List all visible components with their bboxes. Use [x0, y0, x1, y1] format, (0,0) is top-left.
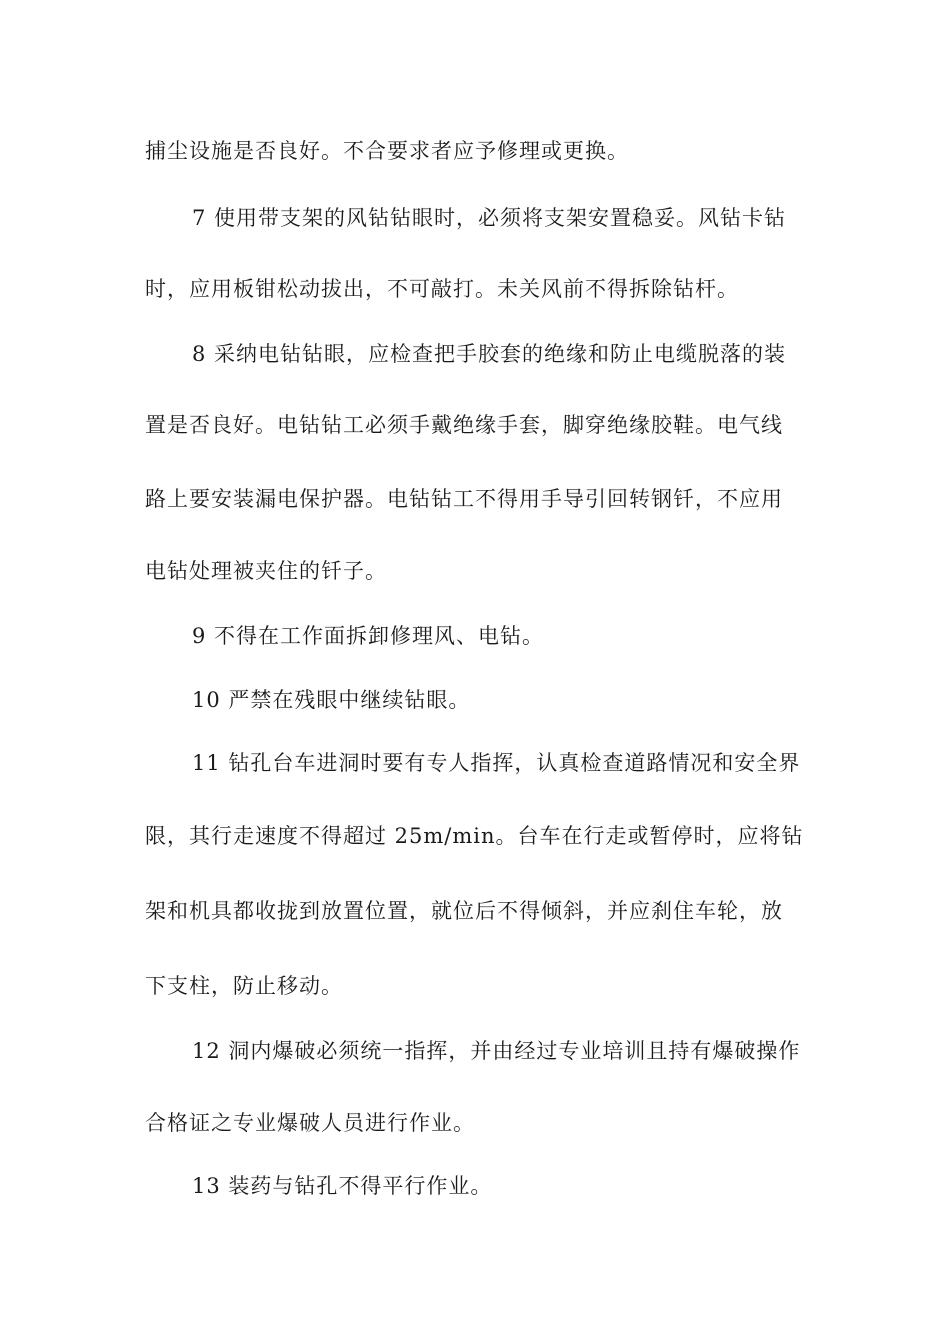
- text-line: 11 钻孔台车进洞时要有专人指挥，认真检查道路情况和安全界: [192, 751, 801, 775]
- text-line: 置是否良好。电钻钻工必须手戴绝缘手套，脚穿绝缘胶鞋。电气线: [145, 413, 783, 437]
- text-line: 8 采纳电钻钻眼，应检查把手胶套的绝缘和防止电缆脱落的装: [192, 342, 787, 366]
- text-line: 7 使用带支架的风钻钻眼时，必须将支架安置稳妥。风钻卡钻: [192, 206, 787, 230]
- text-line: 路上要安装漏电保护器。电钻钻工不得用手导引回转钢钎，不应用: [145, 487, 783, 511]
- text-line: 合格证之专业爆破人员进行作业。: [145, 1111, 475, 1135]
- text-line: 电钻处理被夹住的钎子。: [145, 559, 387, 583]
- text-line: 13 装药与钻孔不得平行作业。: [192, 1174, 493, 1198]
- text-line: 9 不得在工作面拆卸修理风、电钻。: [192, 624, 545, 648]
- text-line: 架和机具都收拢到放置位置，就位后不得倾斜，并应刹住车轮，放: [145, 899, 783, 923]
- text-line: 下支柱，防止移动。: [145, 974, 343, 998]
- text-line: 12 洞内爆破必须统一指挥，并由经过专业培训且持有爆破操作: [192, 1039, 801, 1063]
- text-line: 时，应用板钳松动拔出，不可敲打。未关风前不得拆除钻杆。: [145, 277, 739, 301]
- text-line: 捕尘设施是否良好。不合要求者应予修理或更换。: [145, 139, 629, 163]
- text-line: 限，其行走速度不得超过 25m/min。台车在行走或暂停时，应将钻: [145, 824, 804, 848]
- text-line: 10 严禁在残眼中继续钻眼。: [192, 688, 471, 712]
